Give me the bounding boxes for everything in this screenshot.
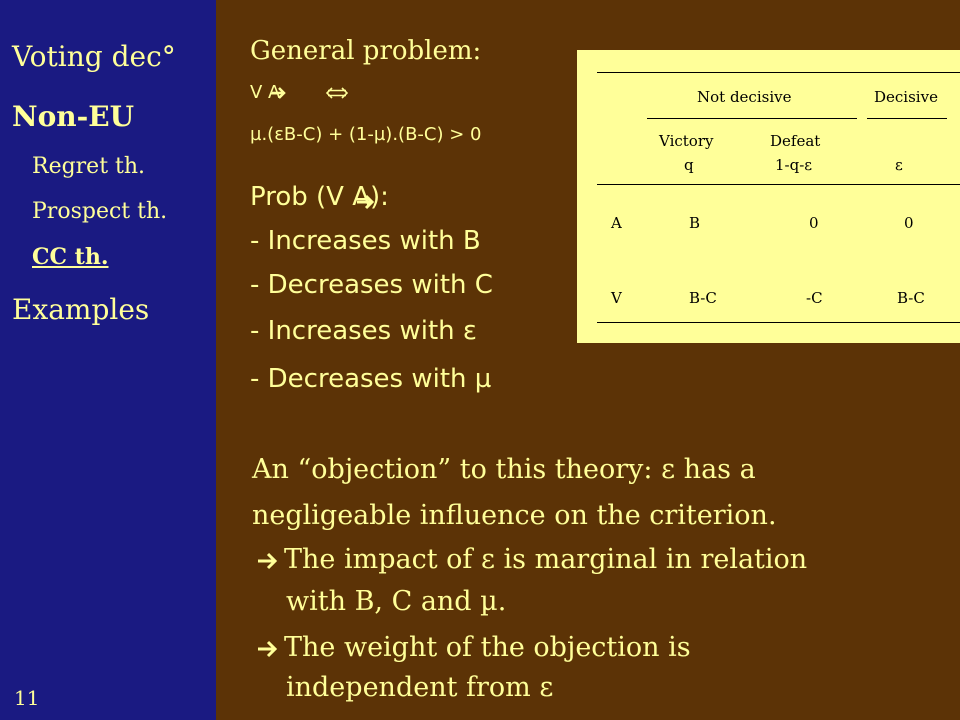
table-rule-not-decisive bbox=[647, 118, 857, 119]
sidebar-item-regret-th[interactable]: Regret th. bbox=[32, 154, 146, 179]
sidebar-item-prospect-th[interactable]: Prospect th. bbox=[32, 199, 168, 224]
weight-line-1: The weight of the objection is bbox=[284, 632, 691, 663]
arrow-right-icon bbox=[270, 84, 288, 102]
table-header-decisive: Decisive bbox=[874, 88, 938, 106]
prob-heading-text: Prob (V A): bbox=[250, 182, 389, 212]
sidebar-item-non-eu[interactable]: Non-EU bbox=[12, 100, 135, 133]
bullet-increases-epsilon: - Increases with ε bbox=[250, 316, 477, 346]
bullet-decreases-c: - Decreases with C bbox=[250, 270, 493, 300]
table-rule-header bbox=[597, 184, 960, 185]
table-row-a-defeat: 0 bbox=[809, 214, 819, 232]
impact-line-2: with B, C and µ. bbox=[286, 586, 507, 617]
bullet-increases-b: - Increases with B bbox=[250, 226, 481, 256]
table-header-victory-sym: q bbox=[684, 156, 694, 174]
bullet-decreases-mu: - Decreases with µ bbox=[250, 364, 492, 394]
table-row-v-label: V bbox=[611, 289, 622, 307]
table-rule-bottom bbox=[597, 322, 960, 323]
sidebar bbox=[0, 0, 216, 720]
formula: µ.(εB-C) + (1-µ).(B-C) > 0 bbox=[250, 124, 482, 145]
table-header-victory: Victory bbox=[659, 132, 714, 150]
table-row-a-label: A bbox=[611, 214, 622, 232]
arrow-right-icon bbox=[256, 638, 280, 660]
objection-line-1: An “objection” to this theory: ε has a bbox=[252, 454, 756, 485]
general-problem-heading: General problem: bbox=[250, 36, 482, 66]
table-row-v-decisive: B-C bbox=[897, 289, 925, 307]
sidebar-item-voting-dec[interactable]: Voting dec° bbox=[12, 40, 176, 73]
table-header-not-decisive: Not decisive bbox=[697, 88, 792, 106]
sidebar-item-cc-th[interactable]: CC th. bbox=[32, 244, 109, 270]
impact-line-1: The impact of ε is marginal in relation bbox=[284, 544, 808, 575]
table-rule-top bbox=[597, 72, 960, 73]
table-row-v-victory: B-C bbox=[689, 289, 717, 307]
table-header-defeat-sym: 1-q-ε bbox=[775, 156, 813, 174]
arrow-right-icon bbox=[256, 550, 280, 572]
table-row-v-defeat: -C bbox=[806, 289, 823, 307]
table-row-a-decisive: 0 bbox=[904, 214, 914, 232]
table-rule-decisive bbox=[867, 118, 947, 119]
table-header-decisive-sym: ε bbox=[895, 156, 903, 174]
condition-text: V A bbox=[250, 82, 281, 103]
arrow-right-icon bbox=[355, 192, 377, 212]
table-row-a-victory: B bbox=[689, 214, 701, 232]
double-arrow-icon bbox=[326, 84, 348, 102]
page-number: 11 bbox=[14, 686, 40, 710]
table-header-defeat: Defeat bbox=[770, 132, 821, 150]
objection-line-2: negligeable influence on the criterion. bbox=[252, 500, 777, 531]
weight-line-2: independent from ε bbox=[286, 672, 554, 703]
sidebar-item-examples[interactable]: Examples bbox=[12, 293, 150, 326]
payoff-table bbox=[577, 50, 960, 343]
